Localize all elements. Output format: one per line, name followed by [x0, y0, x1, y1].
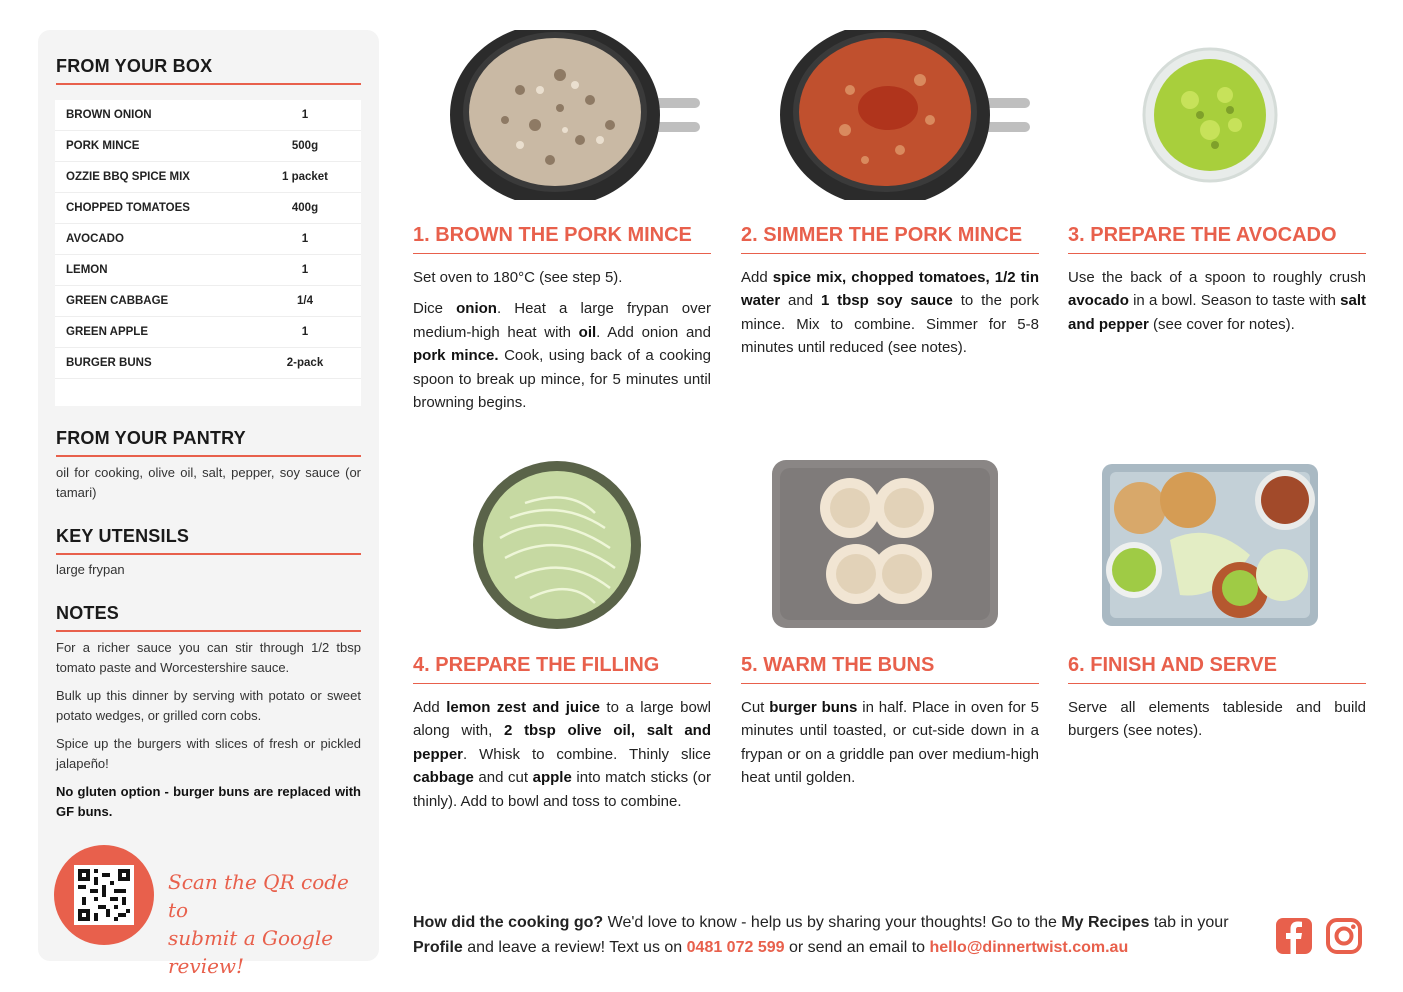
bold-text: 2 tbsp olive oil, salt and pepper	[413, 722, 711, 763]
box-item-name: LEMON	[66, 264, 108, 276]
box-item-qty: 1/4	[297, 295, 313, 307]
step-6-body	[1068, 696, 1366, 751]
contact-link[interactable]: hello@dinnertwist.com.au	[929, 939, 1129, 956]
box-item-name: BURGER BUNS	[66, 357, 152, 369]
note-2: Bulk up this dinner by serving with potato or sweet potato wedges, or grilled corn cobs.	[56, 688, 361, 723]
box-item-row	[55, 255, 361, 286]
bold-text: apple	[532, 769, 572, 787]
bold-text: pork mince.	[413, 347, 499, 365]
notes-title: NOTES	[56, 603, 361, 632]
qr-code-icon[interactable]	[74, 865, 134, 925]
step-4-body	[413, 696, 711, 821]
step-1-body	[413, 266, 711, 422]
bold-text: cabbage	[413, 769, 474, 787]
step-4-photo	[470, 458, 645, 633]
note-1: For a richer sauce you can stir through 1/2 tbsp tomato paste and Worcestershire sauce.	[56, 640, 361, 675]
box-item-name: AVOCADO	[66, 233, 124, 245]
step-3-photo	[1140, 45, 1280, 185]
box-item-qty: 1 packet	[281, 171, 329, 183]
bold-text: spice mix, chopped tomatoes, 1/2 tin water	[741, 269, 1040, 310]
footer-review-text: How did the cooking go? We'd love to know - help us by sharing your thoughts! Go to the My Recipes tab in your Profile and leave a review! Text us on 0481 072 599 or send an email to hello@dinnertwist.com.au	[413, 914, 1229, 956]
sidebar	[38, 30, 379, 978]
box-ingredients-table	[55, 100, 361, 406]
bold-text: Profile	[413, 939, 463, 956]
pantry-text: oil for cooking, olive oil, salt, pepper, soy sauce (or tamari)	[56, 465, 361, 500]
box-item-qty: 1	[301, 109, 309, 121]
step-2-title: 2. SIMMER THE PORK MINCE	[741, 224, 1039, 254]
box-item-row	[55, 317, 361, 348]
step-6-para-1: Serve all elements tableside and build burgers (see notes).	[1068, 699, 1366, 740]
qr-caption-line1: Scan the QR code to	[168, 870, 349, 922]
facebook-icon[interactable]	[1275, 917, 1313, 955]
bold-text: salt and pepper	[1068, 292, 1366, 333]
bold-text: oil	[578, 323, 597, 341]
step-4-title: 4. PREPARE THE FILLING	[413, 654, 711, 684]
note-3: Spice up the burgers with slices of fresh or pickled jalapeño!	[56, 736, 361, 771]
bold-text: avocado	[1068, 292, 1129, 310]
box-item-name: CHOPPED TOMATOES	[66, 202, 190, 214]
step-5-para-1: Cut burger buns in half. Place in oven for 5 minutes until toasted, or cut-side down in a frypan or on a griddle pan over medium-high heat until golden.	[741, 699, 1039, 787]
qr-badge[interactable]	[54, 845, 154, 945]
box-item-name: OZZIE BBQ SPICE MIX	[66, 171, 190, 183]
box-item-row	[55, 193, 361, 224]
box-item-name: PORK MINCE	[66, 140, 140, 152]
pantry-title: FROM YOUR PANTRY	[56, 428, 361, 457]
bold-text: onion	[456, 300, 497, 318]
box-title: FROM YOUR BOX	[56, 56, 361, 85]
step-1-para-1: Set oven to 180°C (see step 5).	[413, 269, 623, 286]
bold-text: How did the cooking go?	[413, 914, 604, 931]
utensils-text: large frypan	[56, 562, 125, 577]
step-1-para-2: Dice onion. Heat a large frypan over medium-high heat with oil. Add onion and pork mince. Cook, using back of a cooking spoon to break up mince, for 5 minutes until browning begins.	[413, 300, 711, 412]
bold-text: My Recipes	[1061, 914, 1150, 931]
bold-text: lemon zest and juice	[446, 699, 600, 716]
step-6-title: 6. FINISH AND SERVE	[1068, 654, 1366, 684]
bold-text: burger buns	[769, 699, 858, 716]
step-3-title: 3. PREPARE THE AVOCADO	[1068, 224, 1366, 254]
box-item-row	[55, 224, 361, 255]
box-item-row	[55, 286, 361, 317]
step-2-para-1: Add spice mix, chopped tomatoes, 1/2 tin water and 1 tbsp soy sauce to the pork mince. Mix to combine. Simmer for 5-8 minutes until reduced (see notes).	[741, 269, 1040, 357]
box-item-name: BROWN ONION	[66, 109, 152, 121]
box-item-qty: 1	[301, 264, 309, 276]
box-item-qty: 1	[301, 233, 309, 245]
step-2-photo	[770, 30, 1040, 200]
step-5-body	[741, 696, 1039, 798]
box-item-name: GREEN APPLE	[66, 326, 149, 338]
utensils-title: KEY UTENSILS	[56, 526, 361, 555]
box-item-row	[55, 348, 361, 379]
box-item-qty: 400g	[291, 202, 319, 214]
box-item-qty: 2-pack	[286, 357, 324, 369]
box-item-name: GREEN CABBAGE	[66, 295, 169, 307]
step-4-para-1: Add lemon zest and juice to a large bowl along with, 2 tbsp olive oil, salt and pepper. Whisk to combine. Thinly slice cabbage and cut apple into match sticks (or thinly). Add to bowl and toss to combine.	[413, 699, 711, 810]
box-item-row	[55, 162, 361, 193]
notes-list	[56, 638, 361, 830]
box-item-row	[55, 131, 361, 162]
step-3-body	[1068, 266, 1366, 344]
step-5-title: 5. WARM THE BUNS	[741, 654, 1039, 684]
box-item-qty: 500g	[291, 140, 319, 152]
box-item-row	[55, 100, 361, 131]
box-item-qty: 1	[301, 326, 309, 338]
step-3-para-1: Use the back of a spoon to roughly crush avocado in a bowl. Season to taste with salt and pepper (see cover for notes).	[1068, 269, 1366, 333]
step-2-body	[741, 266, 1039, 368]
qr-caption	[168, 868, 368, 980]
contact-link[interactable]: 0481 072 599	[686, 939, 785, 956]
qr-caption-line2: submit a Google review!	[168, 926, 334, 978]
step-6-photo	[1100, 460, 1320, 628]
bold-text: 1 tbsp soy sauce	[820, 292, 953, 310]
step-1-title: 1. BROWN THE PORK MINCE	[413, 224, 711, 254]
note-gluten: No gluten option - burger buns are replaced with GF buns.	[56, 784, 361, 819]
step-5-photo	[770, 458, 1000, 630]
step-1-photo	[440, 30, 710, 200]
instagram-icon[interactable]	[1325, 917, 1363, 955]
